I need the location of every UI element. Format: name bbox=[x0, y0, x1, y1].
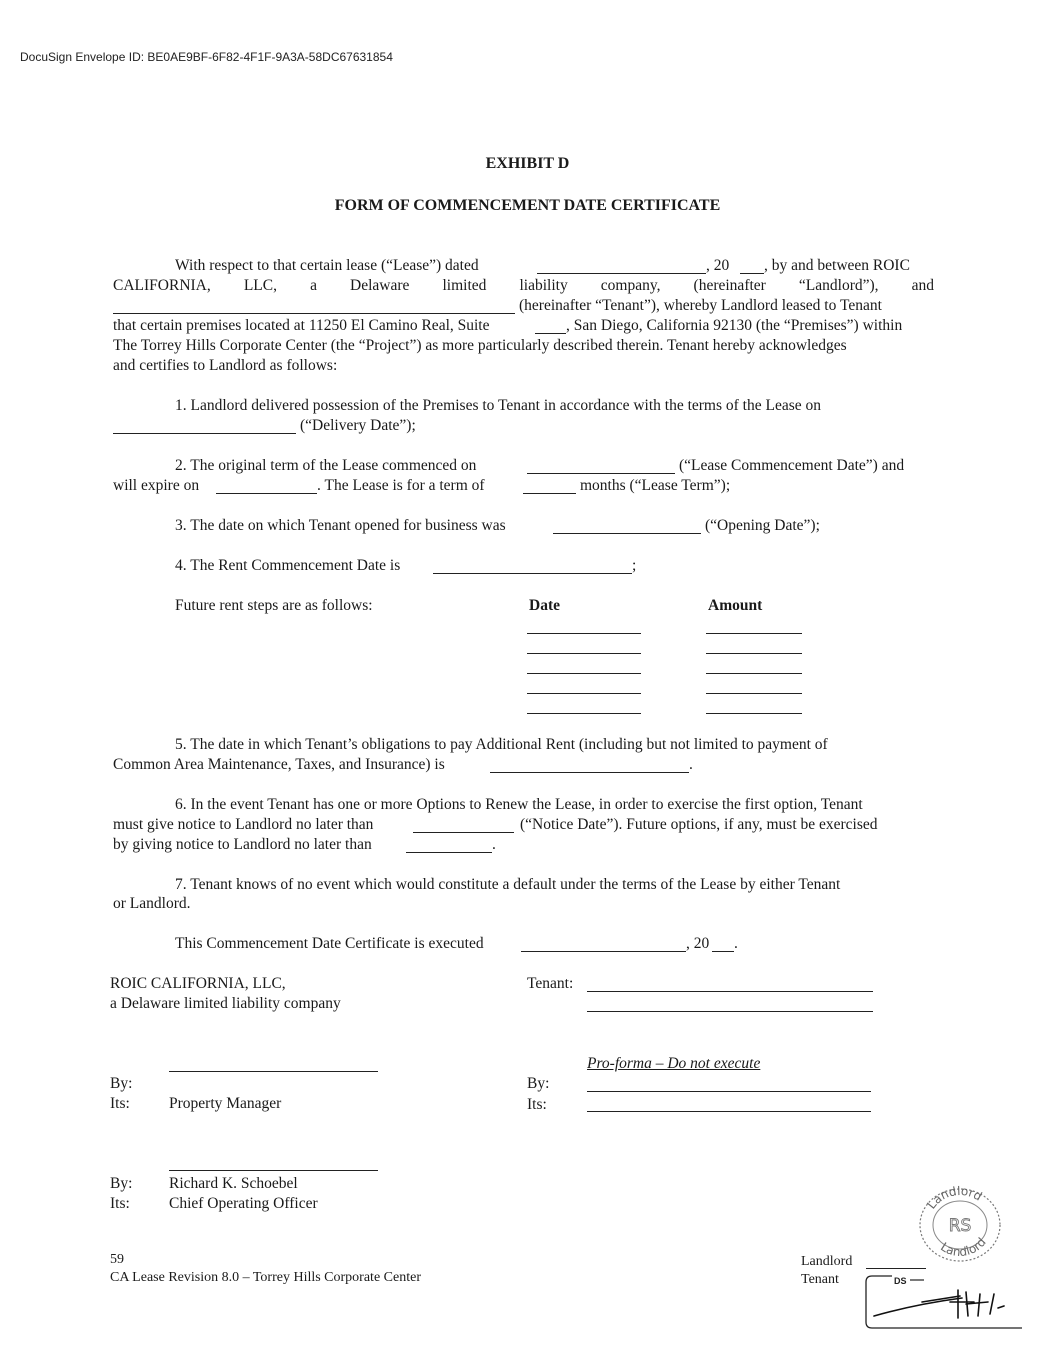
landlord-initials-line bbox=[866, 1268, 926, 1269]
item-3-suffix: (“Opening Date”); bbox=[705, 517, 820, 534]
intro-line-5: The Torrey Hills Corporate Center (the “Project”) as more particularly described therein. Tenant hereby acknowledges bbox=[113, 337, 847, 354]
intro-line-2 bbox=[113, 276, 934, 296]
executed-end: . bbox=[734, 935, 738, 952]
landlord-initials-stamp bbox=[914, 1183, 1006, 1265]
landlord-signature-line-2 bbox=[169, 1170, 378, 1171]
landlord-its-label-2: Its: bbox=[110, 1195, 130, 1212]
lease-year-blank bbox=[740, 273, 764, 274]
tenant-initials-label: Tenant bbox=[801, 1272, 839, 1287]
stamp-text-bottom: Landlord bbox=[938, 1235, 989, 1260]
item-2-line-2a: will expire on bbox=[113, 477, 200, 494]
intro-word: Delaware bbox=[350, 277, 410, 294]
tenant-name-blank bbox=[113, 313, 515, 314]
rent-step-amount-line bbox=[706, 693, 802, 694]
landlord-by-label-1: By: bbox=[110, 1075, 133, 1092]
intro-word: and bbox=[911, 277, 934, 294]
item-6-line-3a: by giving notice to Landlord no later than bbox=[113, 836, 372, 853]
landlord-name: ROIC CALIFORNIA, LLC, bbox=[110, 975, 286, 992]
executed-year-blank bbox=[712, 951, 734, 952]
intro-word: “Landlord”), bbox=[798, 277, 879, 294]
notice-date-blank bbox=[413, 832, 514, 833]
proforma-notice: Pro-forma – Do not execute bbox=[587, 1055, 761, 1072]
rent-step-date-line bbox=[527, 693, 641, 694]
item-7-line-1: 7. Tenant knows of no event which would constitute a default under the terms of the Lease by either Tenant bbox=[175, 876, 841, 893]
commencement-date-blank bbox=[527, 473, 675, 474]
intro-word: LLC, bbox=[243, 277, 277, 294]
item-6-line-3b: . bbox=[492, 836, 496, 853]
item-6-line-2a: must give notice to Landlord no later than bbox=[113, 816, 374, 833]
intro-line-6: and certifies to Landlord as follows: bbox=[113, 357, 338, 374]
form-title: FORM OF COMMENCEMENT DATE CERTIFICATE bbox=[334, 197, 721, 214]
stamp-initials: RS bbox=[948, 1216, 972, 1236]
suite-blank bbox=[535, 333, 566, 334]
lease-term-blank bbox=[523, 493, 576, 494]
rent-step-amount-line bbox=[706, 713, 802, 714]
exhibit-title: EXHIBIT D bbox=[485, 155, 570, 172]
rent-step-amount-line bbox=[706, 673, 802, 674]
landlord-initials-label: Landlord bbox=[801, 1254, 853, 1269]
rent-commencement-blank bbox=[433, 573, 632, 574]
item-6-line-2b: (“Notice Date”). Future options, if any, must be exercised bbox=[520, 816, 878, 833]
tenant-docusign-initials-box bbox=[862, 1272, 1024, 1332]
intro-line-4b: , San Diego, California 92130 (the “Premises”) within bbox=[566, 317, 903, 334]
tenant-its-label: Its: bbox=[527, 1096, 547, 1113]
tenant-label: Tenant: bbox=[527, 975, 574, 992]
item-5-line-1: 5. The date in which Tenant’s obligations to pay Additional Rent (including but not limited to payment of bbox=[175, 736, 828, 753]
page-number: 59 bbox=[110, 1252, 124, 1267]
delivery-date-blank bbox=[113, 433, 296, 434]
item-2-line-1a: 2. The original term of the Lease commenced on bbox=[175, 457, 477, 474]
tenant-initials-signature bbox=[874, 1290, 1004, 1318]
item-3-text: 3. The date on which Tenant opened for business was bbox=[175, 517, 506, 534]
item-1-line-1: 1. Landlord delivered possession of the Premises to Tenant in accordance with the terms of the Lease on bbox=[175, 397, 821, 414]
landlord-signature-line-1 bbox=[169, 1071, 378, 1072]
executed-date-blank bbox=[521, 951, 686, 952]
ds-label: DS bbox=[894, 1276, 907, 1286]
rent-step-date-line bbox=[527, 653, 641, 654]
item-4-suffix: ; bbox=[632, 557, 637, 574]
lease-date-blank bbox=[537, 273, 706, 274]
intro-word: liability bbox=[519, 277, 568, 294]
rent-step-amount-line bbox=[706, 653, 802, 654]
item-5-line-2a: Common Area Maintenance, Taxes, and Insurance) is bbox=[113, 756, 445, 773]
landlord-description: a Delaware limited liability company bbox=[110, 995, 341, 1012]
landlord-its-label-1: Its: bbox=[110, 1095, 130, 1112]
intro-word: CALIFORNIA, bbox=[113, 277, 211, 294]
expiration-date-blank bbox=[216, 493, 317, 494]
rent-steps-label: Future rent steps are as follows: bbox=[175, 597, 373, 614]
tenant-by-label: By: bbox=[527, 1075, 550, 1092]
tenant-its-line bbox=[587, 1111, 871, 1112]
rent-steps-amount-header: Amount bbox=[708, 597, 763, 614]
intro-line-1a: With respect to that certain lease (“Lease”) dated bbox=[175, 257, 479, 274]
item-2-line-2c: months (“Lease Term”); bbox=[580, 477, 731, 494]
tenant-by-line bbox=[587, 1091, 871, 1092]
intro-word: a bbox=[310, 277, 317, 294]
item-7-line-2: or Landlord. bbox=[113, 895, 191, 912]
intro-line-1b: , 20 bbox=[706, 257, 730, 274]
ds-box-border bbox=[866, 1276, 1022, 1328]
revision-footer: CA Lease Revision 8.0 – Torrey Hills Corporate Center bbox=[110, 1270, 421, 1285]
item-2-line-2b: . The Lease is for a term of bbox=[317, 477, 485, 494]
intro-word: (hereinafter bbox=[693, 277, 766, 294]
item-4-text: 4. The Rent Commencement Date is bbox=[175, 557, 401, 574]
intro-line-3: (hereinafter “Tenant”), whereby Landlord leased to Tenant bbox=[519, 297, 882, 314]
docusign-envelope-id: DocuSign Envelope ID: BE0AE9BF-6F82-4F1F-9A3A-58DC67631854 bbox=[20, 50, 393, 64]
executed-text: This Commencement Date Certificate is executed bbox=[175, 935, 484, 952]
item-2-line-1b: (“Lease Commencement Date”) and bbox=[679, 457, 905, 474]
stamp-text-top: Landlord bbox=[924, 1183, 985, 1212]
rent-step-date-line bbox=[527, 633, 641, 634]
rent-steps-date-header: Date bbox=[529, 597, 560, 614]
rent-step-date-line bbox=[527, 713, 641, 714]
executed-year-prefix: , 20 bbox=[686, 935, 710, 952]
item-5-line-2b: . bbox=[689, 756, 693, 773]
tenant-name-line-2 bbox=[587, 1011, 873, 1012]
intro-line-4: that certain premises located at 11250 El Camino Real, Suite bbox=[113, 317, 490, 334]
tenant-name-line-1 bbox=[587, 991, 873, 992]
additional-rent-date-blank bbox=[490, 772, 689, 773]
landlord-its-value-1: Property Manager bbox=[169, 1095, 282, 1112]
item-6-line-1: 6. In the event Tenant has one or more Options to Renew the Lease, in order to exercise the first option, Tenant bbox=[175, 796, 863, 813]
landlord-by-label-2: By: bbox=[110, 1175, 133, 1192]
intro-word: limited bbox=[442, 277, 487, 294]
item-1-line-2: (“Delivery Date”); bbox=[300, 417, 416, 434]
landlord-its-value-2: Chief Operating Officer bbox=[169, 1195, 318, 1212]
opening-date-blank bbox=[553, 533, 701, 534]
rent-step-date-line bbox=[527, 673, 641, 674]
intro-word: company, bbox=[600, 277, 661, 294]
intro-line-1c: , by and between ROIC bbox=[764, 257, 910, 274]
landlord-by-value-2: Richard K. Schoebel bbox=[169, 1175, 298, 1192]
future-notice-blank bbox=[406, 852, 492, 853]
rent-step-amount-line bbox=[706, 633, 802, 634]
